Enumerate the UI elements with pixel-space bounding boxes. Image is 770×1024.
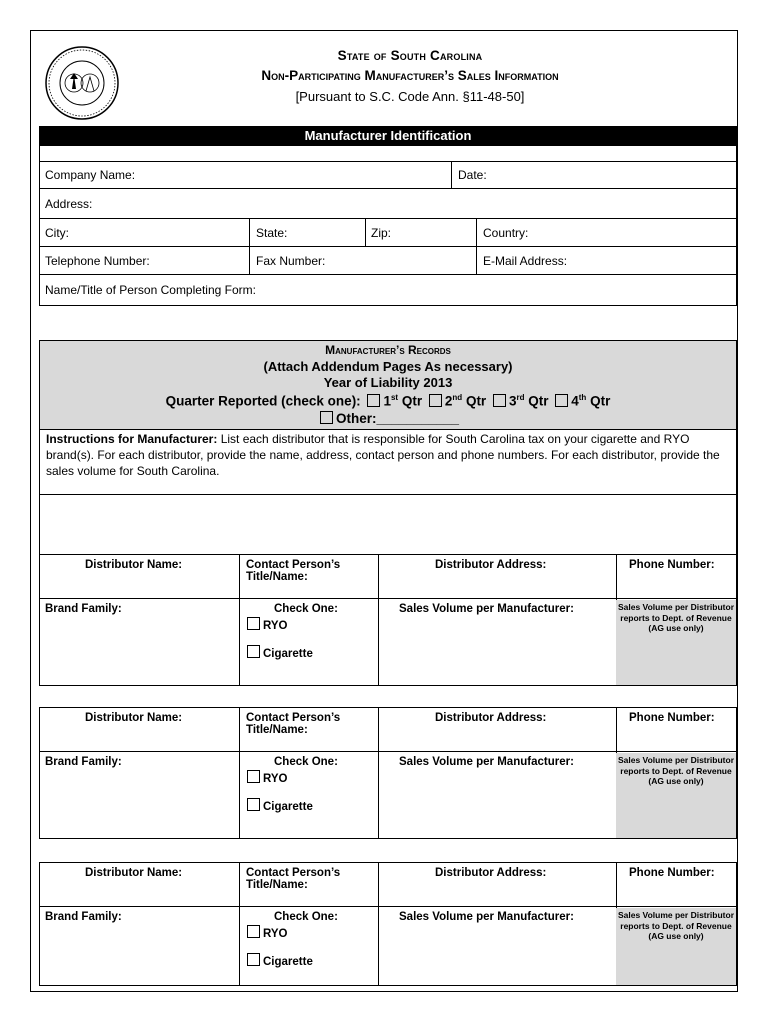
date-field[interactable]: Date: xyxy=(458,168,487,182)
ryo-checkbox[interactable] xyxy=(247,770,260,783)
ryo-option[interactable]: RYO xyxy=(244,770,288,785)
q2-checkbox[interactable] xyxy=(429,394,442,407)
ryo-checkbox[interactable] xyxy=(247,617,260,630)
quarter-reported-label: Quarter Reported (check one): xyxy=(165,393,361,409)
other-checkbox[interactable] xyxy=(320,411,333,424)
contact-person-field[interactable]: Contact Person’s Title/Name: xyxy=(246,712,341,736)
ag-use-only-box: Sales Volume per Distributor reports to Dept. of Revenue (AG use only) xyxy=(616,753,736,838)
distributor-address-field[interactable]: Distributor Address: xyxy=(435,712,547,724)
records-title: Manufacturer’s Records xyxy=(325,343,451,357)
sales-volume-field[interactable]: Sales Volume per Manufacturer: xyxy=(399,756,574,768)
distributor-name-field[interactable]: Distributor Name: xyxy=(85,867,183,879)
check-one-label: Check One: xyxy=(274,756,338,768)
distributor-block-2 xyxy=(39,707,737,839)
ryo-checkbox[interactable] xyxy=(247,925,260,938)
state-field[interactable]: State: xyxy=(256,226,288,240)
zip-field[interactable]: Zip: xyxy=(371,226,392,240)
cigarette-checkbox[interactable] xyxy=(247,798,260,811)
year-of-liability: Year of Liability 2013 xyxy=(323,375,453,390)
instructions-text: List each distributor that is responsible for South Carolina tax on your cigarette and RYO brand(s). For each distributor, provide the name, address, contact person and phone numbers. For each distributor, provide the sales volume for South Carolina. xyxy=(46,432,720,478)
phone-number-field[interactable]: Phone Number: xyxy=(629,559,715,571)
check-one-label: Check One: xyxy=(274,911,338,923)
distributor-name-field[interactable]: Distributor Name: xyxy=(85,559,183,571)
contact-person-field[interactable]: Contact Person’s Title/Name: xyxy=(246,559,341,583)
ryo-option[interactable]: RYO xyxy=(244,925,288,940)
form-citation: [Pursuant to S.C. Code Ann. §11-48-50] xyxy=(295,89,525,104)
fax-field[interactable]: Fax Number: xyxy=(256,254,326,268)
quarter-reported-row: Quarter Reported (check one): 1st Qtr 2nd Qtr 3rd Qtr 4th Qtr xyxy=(165,393,611,409)
manufacturer-records-section xyxy=(39,340,737,495)
phone-number-field[interactable]: Phone Number: xyxy=(629,867,715,879)
sales-volume-field[interactable]: Sales Volume per Manufacturer: xyxy=(399,911,574,923)
other-field[interactable]: Other:___________ xyxy=(335,411,460,426)
company-name-field[interactable]: Company Name: xyxy=(45,168,136,182)
q4-checkbox[interactable] xyxy=(555,394,568,407)
distributor-address-field[interactable]: Distributor Address: xyxy=(435,867,547,879)
section-header-identification: Manufacturer Identification xyxy=(39,126,737,146)
instructions-label: Instructions for Manufacturer: xyxy=(46,432,218,446)
check-one-label: Check One: xyxy=(274,603,338,615)
q1-checkbox[interactable] xyxy=(367,394,380,407)
instructions xyxy=(46,431,730,479)
records-addendum-note: (Attach Addendum Pages As necessary) xyxy=(263,359,513,374)
distributor-address-field[interactable]: Distributor Address: xyxy=(435,559,547,571)
cigarette-checkbox[interactable] xyxy=(247,645,260,658)
ag-use-only-box: Sales Volume per Distributor reports to Dept. of Revenue (AG use only) xyxy=(616,600,736,685)
distributor-block-1 xyxy=(39,554,737,686)
email-field[interactable]: E-Mail Address: xyxy=(483,254,568,268)
contact-person-field[interactable]: Contact Person’s Title/Name: xyxy=(246,867,341,891)
address-field[interactable]: Address: xyxy=(45,197,93,211)
cigarette-option[interactable]: Cigarette xyxy=(244,953,313,968)
distributor-name-field[interactable]: Distributor Name: xyxy=(85,712,183,724)
distributor-block-3 xyxy=(39,862,737,986)
ag-use-only-box: Sales Volume per Distributor reports to Dept. of Revenue (AG use only) xyxy=(616,908,736,985)
other-row xyxy=(40,411,736,426)
form-title: Non-Participating Manufacturer’s Sales Information xyxy=(261,68,559,83)
cigarette-checkbox[interactable] xyxy=(247,953,260,966)
cigarette-option[interactable]: Cigarette xyxy=(244,798,313,813)
country-field[interactable]: Country: xyxy=(483,226,529,240)
records-header xyxy=(40,341,736,430)
phone-number-field[interactable]: Phone Number: xyxy=(629,712,715,724)
sales-volume-field[interactable]: Sales Volume per Manufacturer: xyxy=(399,603,574,615)
blank-spacer-box xyxy=(39,495,737,555)
person-completing-field[interactable]: Name/Title of Person Completing Form: xyxy=(45,283,256,297)
ryo-option[interactable]: RYO xyxy=(244,617,288,632)
brand-family-field[interactable]: Brand Family: xyxy=(45,911,122,923)
city-field[interactable]: City: xyxy=(45,226,69,240)
brand-family-field[interactable]: Brand Family: xyxy=(45,603,122,615)
telephone-field[interactable]: Telephone Number: xyxy=(45,254,150,268)
form-title-state: State of South Carolina xyxy=(337,48,483,63)
cigarette-option[interactable]: Cigarette xyxy=(244,645,313,660)
brand-family-field[interactable]: Brand Family: xyxy=(45,756,122,768)
q3-checkbox[interactable] xyxy=(493,394,506,407)
